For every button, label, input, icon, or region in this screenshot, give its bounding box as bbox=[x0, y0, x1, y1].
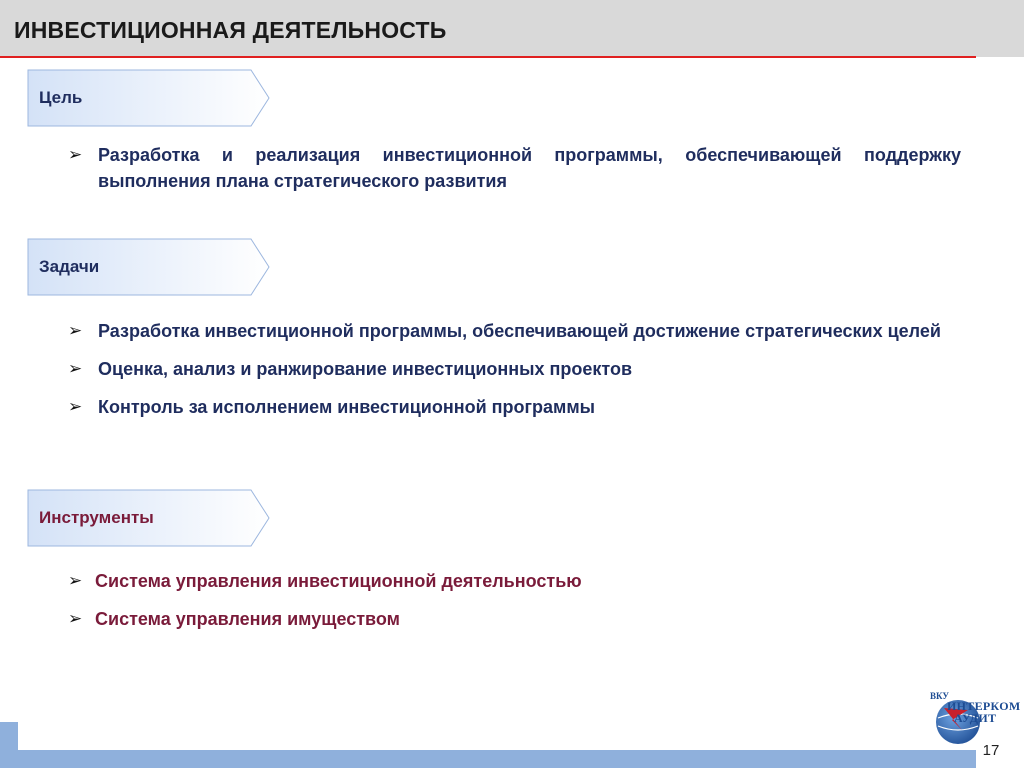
header-bar bbox=[0, 0, 1024, 57]
arrow-bullet-icon: ➢ bbox=[68, 397, 83, 416]
tools-list bbox=[68, 568, 961, 632]
section-tag-goal bbox=[27, 69, 271, 127]
arrow-bullet-icon: ➢ bbox=[68, 321, 83, 340]
goal-list bbox=[68, 142, 961, 194]
arrow-bullet-icon: ➢ bbox=[68, 145, 83, 164]
footer-bar bbox=[0, 750, 976, 768]
section-label-tasks: Задачи bbox=[39, 257, 100, 276]
logo-text-line2: АУДИТ bbox=[954, 711, 997, 725]
logo-text-line1: ИНТЕРКОМ bbox=[947, 699, 1021, 713]
list-item: ➢ Разработка инвестиционной программы, обеспечивающей достижение стратегических целей bbox=[68, 318, 961, 344]
section-tag-tools bbox=[27, 489, 271, 547]
list-item: ➢ Контроль за исполнением инвестиционной программы bbox=[68, 394, 961, 420]
page-title: ИНВЕСТИЦИОННАЯ ДЕЯТЕЛЬНОСТЬ bbox=[14, 17, 447, 43]
section-label-tools: Инструменты bbox=[39, 508, 154, 527]
page-number: 17 bbox=[982, 742, 1000, 759]
section-tag-tasks bbox=[27, 238, 271, 296]
list-item: ➢ Система управления имуществом bbox=[68, 606, 961, 632]
list-item: ➢ Разработка и реализация инвестиционной программы, обеспечивающей поддержку выполнения плана стратегического развития bbox=[68, 142, 961, 194]
list-item: ➢ Система управления инвестиционной деятельностью bbox=[68, 568, 961, 594]
logo-abbr: ВКУ bbox=[930, 691, 949, 701]
tasks-list bbox=[68, 318, 961, 420]
arrow-bullet-icon: ➢ bbox=[68, 609, 83, 628]
header-divider bbox=[0, 56, 976, 58]
section-label-goal: Цель bbox=[39, 88, 83, 107]
company-logo bbox=[928, 690, 1024, 746]
list-item: ➢ Оценка, анализ и ранжирование инвестиционных проектов bbox=[68, 356, 961, 382]
arrow-bullet-icon: ➢ bbox=[68, 571, 83, 590]
arrow-bullet-icon: ➢ bbox=[68, 359, 83, 378]
